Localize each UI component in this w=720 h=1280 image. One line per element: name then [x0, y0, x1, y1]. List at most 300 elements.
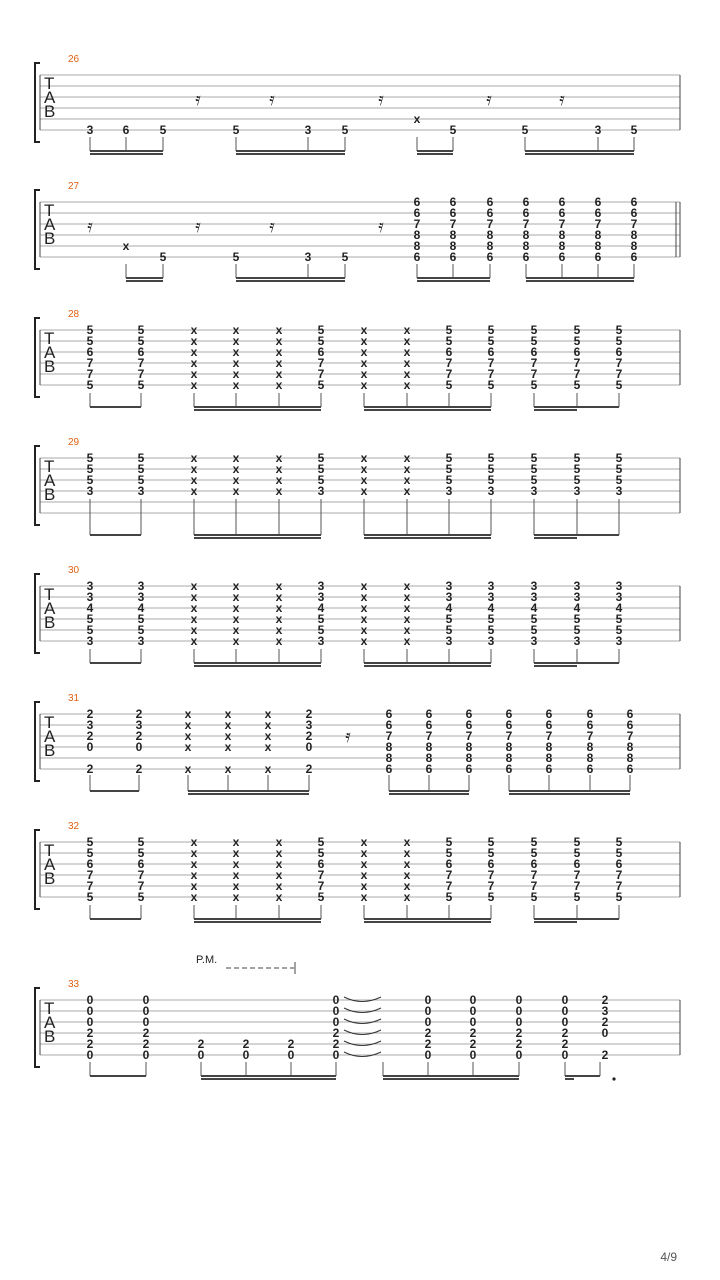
fret-number: 3	[573, 634, 581, 648]
fret-number: 6	[86, 857, 94, 871]
fret-number: x	[360, 579, 368, 593]
fret-number: 7	[615, 356, 623, 370]
fret-number: 8	[522, 228, 530, 242]
fret-number: x	[360, 590, 368, 604]
fret-number: 3	[573, 579, 581, 593]
fret-number: x	[403, 868, 411, 882]
fret-number: 5	[445, 612, 453, 626]
fret-number: 8	[626, 751, 634, 765]
fret-number: 7	[413, 217, 421, 231]
fret-number: 0	[469, 1015, 477, 1029]
fret-number: 5	[573, 323, 581, 337]
fret-number: 2	[601, 993, 609, 1007]
fret-number: 0	[142, 1015, 150, 1029]
fret-number: 5	[137, 462, 145, 476]
tab-letter-a: A	[44, 599, 56, 618]
fret-number: x	[190, 612, 198, 626]
fret-number: 2	[424, 1037, 432, 1051]
fret-number: 5	[159, 123, 167, 137]
fret-number: 6	[465, 762, 473, 776]
fret-number: 5	[487, 623, 495, 637]
fret-number: 5	[449, 123, 457, 137]
fret-number: 0	[142, 993, 150, 1007]
fret-number: x	[190, 378, 198, 392]
fret-number: 3	[305, 718, 313, 732]
fret-number: 7	[573, 868, 581, 882]
fret-number: 2	[142, 1026, 150, 1040]
tab-letter-t: T	[44, 999, 55, 1018]
fret-number: 7	[486, 217, 494, 231]
fret-number: x	[360, 623, 368, 637]
fret-number: 6	[630, 206, 638, 220]
fret-number: 5	[317, 473, 325, 487]
fret-number: 7	[317, 879, 325, 893]
fret-number: 7	[615, 868, 623, 882]
tie	[344, 1030, 381, 1035]
fret-number: 8	[486, 228, 494, 242]
fret-number: 8	[505, 740, 513, 754]
fret-number: 6	[522, 250, 530, 264]
fret-number: x	[224, 762, 232, 776]
fret-number: 3	[86, 634, 94, 648]
fret-number: 7	[530, 879, 538, 893]
fret-number: 6	[486, 195, 494, 209]
fret-number: 8	[385, 740, 393, 754]
fret-number: 8	[586, 751, 594, 765]
fret-number: 5	[445, 334, 453, 348]
fret-number: 7	[137, 356, 145, 370]
fret-number: 5	[573, 334, 581, 348]
fret-number: 4	[86, 601, 94, 615]
fret-number: 6	[522, 195, 530, 209]
fret-number: 6	[449, 195, 457, 209]
tab-letter-b: B	[44, 229, 56, 248]
fret-number: 3	[86, 718, 94, 732]
fret-number: x	[190, 462, 198, 476]
fret-number: x	[122, 239, 130, 253]
fret-number: 3	[530, 579, 538, 593]
fret-number: 5	[445, 473, 453, 487]
measure-number: 29	[68, 437, 80, 448]
tab-letter-a: A	[44, 727, 56, 746]
fret-number: 8	[449, 239, 457, 253]
fret-number: 7	[615, 367, 623, 381]
sixteenth-rest: 𝄿	[195, 89, 201, 110]
fret-number: x	[360, 334, 368, 348]
fret-number: 3	[86, 579, 94, 593]
fret-number: 6	[505, 762, 513, 776]
fret-number: x	[264, 718, 272, 732]
fret-number: x	[190, 623, 198, 637]
fret-number: x	[360, 634, 368, 648]
fret-number: 5	[137, 835, 145, 849]
fret-number: 6	[413, 250, 421, 264]
system-bracket	[35, 830, 40, 909]
fret-number: 5	[317, 378, 325, 392]
fret-number: 7	[465, 729, 473, 743]
fret-number: 5	[615, 473, 623, 487]
fret-number: 8	[586, 740, 594, 754]
fret-number: 5	[137, 378, 145, 392]
fret-number: x	[224, 729, 232, 743]
fret-number: 8	[505, 751, 513, 765]
fret-number: 6	[586, 707, 594, 721]
fret-number: 3	[487, 484, 495, 498]
tab-letter-a: A	[44, 88, 56, 107]
tab-letter-a: A	[44, 215, 56, 234]
fret-number: x	[360, 451, 368, 465]
fret-number: 0	[142, 1004, 150, 1018]
fret-number: x	[403, 623, 411, 637]
fret-number: 6	[626, 718, 634, 732]
fret-number: 6	[137, 857, 145, 871]
fret-number: 7	[487, 367, 495, 381]
fret-number: 3	[530, 590, 538, 604]
sixteenth-rest: 𝄿	[269, 89, 275, 110]
fret-number: x	[275, 868, 283, 882]
fret-number: 5	[159, 250, 167, 264]
fret-number: 3	[487, 579, 495, 593]
fret-number: x	[190, 473, 198, 487]
fret-number: 2	[86, 707, 94, 721]
fret-number: 5	[137, 334, 145, 348]
fret-number: 5	[445, 835, 453, 849]
fret-number: 5	[137, 612, 145, 626]
fret-number: 6	[449, 206, 457, 220]
fret-number: 7	[137, 879, 145, 893]
fret-number: x	[403, 334, 411, 348]
fret-number: x	[190, 334, 198, 348]
fret-number: 3	[445, 579, 453, 593]
fret-number: x	[360, 323, 368, 337]
fret-number: 6	[573, 345, 581, 359]
fret-number: 7	[137, 868, 145, 882]
fret-number: x	[184, 740, 192, 754]
system-bracket	[35, 988, 40, 1067]
fret-number: x	[360, 601, 368, 615]
fret-number: 5	[317, 623, 325, 637]
fret-number: 2	[142, 1037, 150, 1051]
fret-number: x	[232, 323, 240, 337]
fret-number: 5	[137, 623, 145, 637]
fret-number: 5	[86, 890, 94, 904]
fret-number: 0	[86, 1015, 94, 1029]
fret-number: x	[403, 835, 411, 849]
fret-number: 6	[445, 857, 453, 871]
fret-number: 6	[545, 718, 553, 732]
fret-number: x	[360, 367, 368, 381]
fret-number: x	[232, 451, 240, 465]
fret-number: 3	[137, 590, 145, 604]
fret-number: 5	[530, 835, 538, 849]
fret-number: x	[360, 857, 368, 871]
fret-number: 5	[573, 462, 581, 476]
fret-number: x	[275, 451, 283, 465]
fret-number: 6	[545, 707, 553, 721]
fret-number: 5	[317, 612, 325, 626]
fret-number: 3	[86, 123, 94, 137]
fret-number: x	[275, 634, 283, 648]
fret-number: 0	[601, 1026, 609, 1040]
fret-number: 6	[317, 857, 325, 871]
tab-letter-t: T	[44, 713, 55, 732]
fret-number: 4	[530, 601, 538, 615]
fret-number: x	[224, 718, 232, 732]
fret-number: x	[403, 323, 411, 337]
fret-number: 5	[530, 473, 538, 487]
fret-number: 6	[626, 707, 634, 721]
fret-number: 7	[522, 217, 530, 231]
system-bracket	[35, 63, 40, 142]
fret-number: 7	[86, 367, 94, 381]
fret-number: 5	[615, 623, 623, 637]
fret-number: 6	[558, 206, 566, 220]
fret-number: x	[275, 579, 283, 593]
fret-number: 6	[385, 718, 393, 732]
fret-number: x	[403, 890, 411, 904]
fret-number: x	[403, 462, 411, 476]
fret-number: x	[232, 334, 240, 348]
fret-number: 4	[317, 601, 325, 615]
fret-number: 7	[487, 356, 495, 370]
fret-number: x	[190, 835, 198, 849]
fret-number: 2	[601, 1048, 609, 1062]
fret-number: 2	[135, 762, 143, 776]
fret-number: 3	[317, 484, 325, 498]
fret-number: 5	[615, 835, 623, 849]
fret-number: 2	[469, 1037, 477, 1051]
fret-number: 5	[487, 612, 495, 626]
fret-number: 3	[615, 590, 623, 604]
fret-number: 8	[413, 228, 421, 242]
measure-number: 33	[68, 979, 80, 990]
fret-number: x	[275, 835, 283, 849]
fret-number: 2	[561, 1026, 569, 1040]
fret-number: 0	[197, 1048, 205, 1062]
fret-number: x	[190, 356, 198, 370]
fret-number: x	[403, 634, 411, 648]
fret-number: 5	[317, 846, 325, 860]
fret-number: 0	[561, 1015, 569, 1029]
fret-number: 0	[287, 1048, 295, 1062]
fret-number: 3	[573, 590, 581, 604]
fret-number: 8	[425, 740, 433, 754]
fret-number: x	[275, 356, 283, 370]
fret-number: 8	[558, 239, 566, 253]
fret-number: x	[275, 890, 283, 904]
fret-number: x	[190, 323, 198, 337]
fret-number: 6	[465, 718, 473, 732]
fret-number: 5	[445, 890, 453, 904]
fret-number: 6	[586, 718, 594, 732]
fret-number: 5	[487, 451, 495, 465]
fret-number: 5	[573, 623, 581, 637]
fret-number: 0	[305, 740, 313, 754]
fret-number: 5	[341, 123, 349, 137]
fret-number: 5	[232, 123, 240, 137]
fret-number: 5	[615, 451, 623, 465]
fret-number: 7	[594, 217, 602, 231]
fret-number: x	[232, 473, 240, 487]
fret-number: 8	[465, 740, 473, 754]
fret-number: x	[403, 612, 411, 626]
fret-number: x	[184, 729, 192, 743]
fret-number: 5	[530, 462, 538, 476]
fret-number: 7	[487, 879, 495, 893]
fret-number: 6	[545, 762, 553, 776]
fret-number: 5	[445, 378, 453, 392]
fret-number: 6	[413, 206, 421, 220]
fret-number: 2	[332, 1037, 340, 1051]
fret-number: x	[360, 890, 368, 904]
fret-number: 2	[601, 1015, 609, 1029]
fret-number: 7	[445, 868, 453, 882]
sixteenth-rest: 𝄿	[195, 216, 201, 237]
fret-number: x	[403, 601, 411, 615]
fret-number: 6	[505, 718, 513, 732]
fret-number: 2	[424, 1026, 432, 1040]
tab-letter-t: T	[44, 841, 55, 860]
fret-number: 7	[86, 879, 94, 893]
fret-number: 7	[86, 356, 94, 370]
fret-number: 3	[487, 590, 495, 604]
fret-number: 3	[615, 484, 623, 498]
fret-number: x	[224, 707, 232, 721]
fret-number: 5	[530, 451, 538, 465]
fret-number: 0	[561, 1004, 569, 1018]
fret-number: x	[360, 378, 368, 392]
fret-number: x	[403, 356, 411, 370]
fret-number: 5	[615, 378, 623, 392]
fret-number: 7	[530, 356, 538, 370]
tie	[344, 997, 381, 1002]
fret-number: x	[232, 601, 240, 615]
fret-number: 5	[86, 378, 94, 392]
fret-number: 2	[305, 707, 313, 721]
fret-number: x	[190, 345, 198, 359]
fret-number: x	[190, 634, 198, 648]
fret-number: x	[190, 367, 198, 381]
tab-letter-a: A	[44, 343, 56, 362]
fret-number: x	[224, 740, 232, 754]
fret-number: 3	[86, 590, 94, 604]
fret-number: 5	[573, 846, 581, 860]
fret-number: 6	[594, 195, 602, 209]
fret-number: 5	[232, 250, 240, 264]
tab-letter-b: B	[44, 869, 56, 888]
measure-number: 26	[68, 54, 80, 65]
fret-number: 7	[317, 868, 325, 882]
fret-number: x	[360, 846, 368, 860]
tab-letter-b: B	[44, 741, 56, 760]
fret-number: 3	[304, 250, 312, 264]
fret-number: 5	[445, 451, 453, 465]
fret-number: 5	[530, 612, 538, 626]
tie	[344, 1019, 381, 1024]
fret-number: 6	[615, 857, 623, 871]
fret-number: 7	[626, 729, 634, 743]
fret-number: 6	[594, 250, 602, 264]
fret-number: 2	[86, 1026, 94, 1040]
fret-number: x	[190, 590, 198, 604]
fret-number: 8	[385, 751, 393, 765]
fret-number: 6	[486, 206, 494, 220]
fret-number: 5	[317, 334, 325, 348]
fret-number: 5	[530, 890, 538, 904]
fret-number: 2	[469, 1026, 477, 1040]
fret-number: 4	[487, 601, 495, 615]
fret-number: 5	[630, 123, 638, 137]
fret-number: x	[360, 835, 368, 849]
fret-number: 7	[86, 868, 94, 882]
sixteenth-rest: 𝄿	[345, 726, 351, 747]
fret-number: 2	[86, 729, 94, 743]
fret-number: 5	[615, 846, 623, 860]
fret-number: 3	[135, 718, 143, 732]
fret-number: 2	[86, 762, 94, 776]
fret-number: x	[275, 857, 283, 871]
fret-number: 0	[332, 1015, 340, 1029]
fret-number: 7	[445, 879, 453, 893]
fret-number: 5	[530, 846, 538, 860]
fret-number: 0	[332, 1004, 340, 1018]
fret-number: 7	[385, 729, 393, 743]
fret-number: 8	[545, 751, 553, 765]
fret-number: 7	[137, 367, 145, 381]
fret-number: 2	[515, 1026, 523, 1040]
fret-number: 3	[86, 484, 94, 498]
fret-number: 8	[558, 228, 566, 242]
fret-number: x	[232, 890, 240, 904]
fret-number: 2	[305, 762, 313, 776]
tab-letter-t: T	[44, 585, 55, 604]
measure-number: 27	[68, 181, 80, 192]
fret-number: x	[232, 623, 240, 637]
fret-number: x	[264, 707, 272, 721]
fret-number: 8	[522, 239, 530, 253]
fret-number: 5	[615, 462, 623, 476]
fret-number: 2	[135, 729, 143, 743]
fret-number: 5	[341, 250, 349, 264]
fret-number: x	[403, 857, 411, 871]
fret-number: 4	[573, 601, 581, 615]
tab-letter-t: T	[44, 329, 55, 348]
fret-number: 0	[469, 993, 477, 1007]
fret-number: 0	[86, 1004, 94, 1018]
fret-number: 5	[615, 890, 623, 904]
system-bracket	[35, 446, 40, 525]
fret-number: x	[275, 601, 283, 615]
fret-number: 5	[530, 334, 538, 348]
fret-number: 6	[505, 707, 513, 721]
fret-number: 0	[561, 993, 569, 1007]
fret-number: 8	[465, 751, 473, 765]
fret-number: x	[275, 590, 283, 604]
fret-number: x	[360, 473, 368, 487]
fret-number: 6	[445, 345, 453, 359]
fret-number: 6	[86, 345, 94, 359]
palm-mute-label: P.M.	[196, 954, 218, 966]
tab-letter-a: A	[44, 471, 56, 490]
fret-number: 5	[530, 378, 538, 392]
tie	[344, 1041, 381, 1046]
fret-number: 7	[317, 367, 325, 381]
fret-number: x	[403, 367, 411, 381]
fret-number: x	[403, 378, 411, 392]
fret-number: x	[264, 762, 272, 776]
fret-number: 6	[530, 345, 538, 359]
fret-number: 6	[573, 857, 581, 871]
